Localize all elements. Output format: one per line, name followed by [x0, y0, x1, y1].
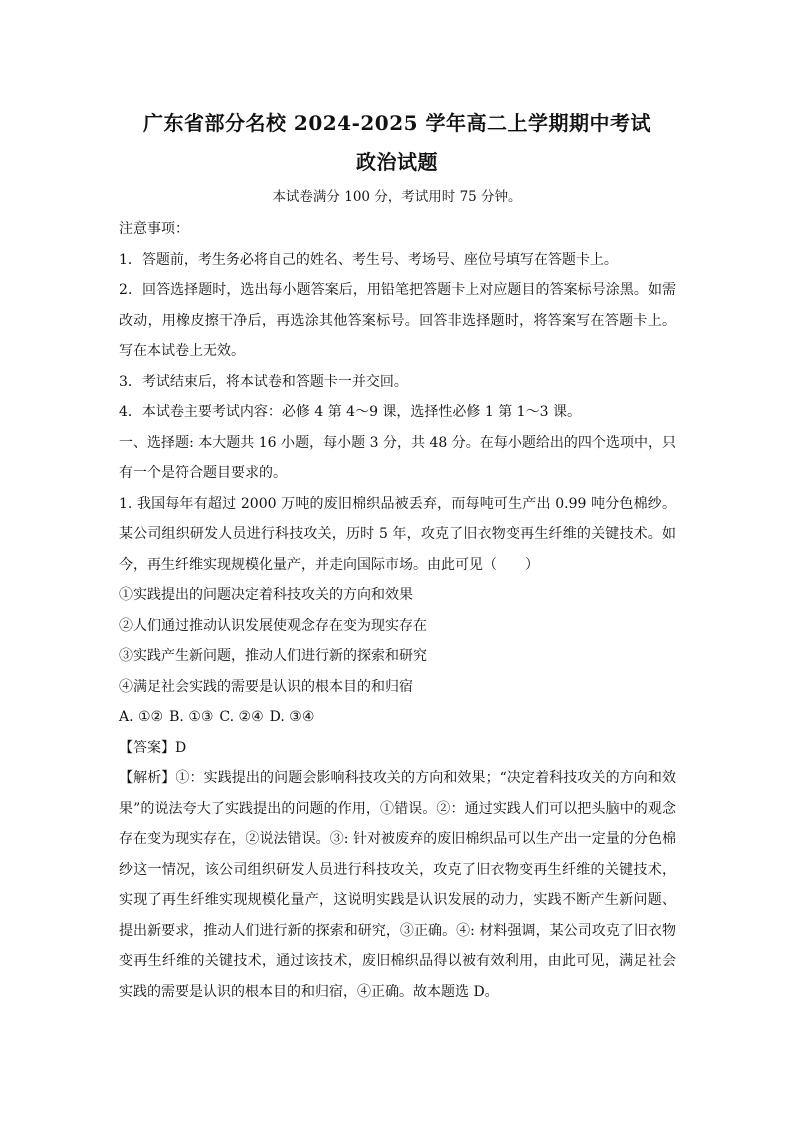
- section-heading: 一、选择题: 本大题共 16 小题，每小题 3 分，共 48 分。在每小题给出的四个选项中，只有一个是符合题目要求的。: [119, 434, 676, 481]
- subject-title: 政治试题: [356, 150, 438, 174]
- notice-item-3: 3．考试结束后，将本试卷和答题卡一并交回。: [119, 373, 408, 390]
- option-d: D. ③④: [269, 709, 315, 725]
- option-a: A. ①②: [119, 709, 164, 725]
- statement-4: ④满足社会实践的需要是认识的根本目的和归宿: [119, 678, 413, 695]
- statement-3: ③实践产生新问题，推动人们进行新的探索和研究: [119, 648, 427, 664]
- option-c: C. ②④: [219, 709, 264, 725]
- document-title: 广东省部分名校 2024-2025 学年高二上学期期中考试: [142, 111, 652, 135]
- answer: 【答案】D: [119, 739, 187, 756]
- analysis: 【解析】①：实践提出的问题会影响科技攻关的方向和效果；“决定着科技攻关的方向和效果”的说法夸大了实践提出的问题的作用，①错误。②：通过实践人们可以把头脑中的观念存在变为现实存在，②说法错误。③: 针对被废弃的废旧棉织品可以生产出一定量的分色棉纱这一情况，该公司组织研发人员进行科技攻关，攻克了旧衣物变再生纤维的关键技术，实现了再生纤维实现规模化量产，这说明实践是认识发展的动力，实践不断产生新问题、提出新要求，推动人们进行新的探索和研究，③正确。④: 材料强调，某公司攻克了旧衣物变再生纤维的关键技术，通过该技术，废旧棉织品得以被有效利用，由此可见，满足社会实践的需要是认识的根本目的和归宿，④正确。故本题选 D。: [119, 770, 676, 1000]
- option-b: B. ①③: [169, 709, 214, 725]
- notice-item-1: 1．答题前，考生务必将自己的姓名、考生号、考场号、座位号填写在答题卡上。: [119, 251, 618, 268]
- notice-item-4: 4．本试卷主要考试内容：必修 4 第 4～9 课，选择性必修 1 第 1～3 课。: [119, 404, 581, 420]
- statement-2: ②人们通过推动认识发展使观念存在变为现实存在: [119, 617, 427, 634]
- document-body: [119, 214, 676, 1007]
- notice-heading: 注意事项：: [119, 221, 189, 237]
- question-stem: 1. 我国每年有超过 2000 万吨的废旧棉织品被丢弃，而每吨可生产出 0.99 吨分色棉纱。某公司组织研发人员进行科技攻关，历时 5 年，攻克了旧衣物变再生纤维的关键技术。如今，再生纤维实现规模化量产，并走向国际市场。由此可见（ ）: [119, 495, 676, 573]
- exam-info: 本试卷满分 100 分，考试用时 75 分钟。: [272, 189, 522, 205]
- notice-item-2: 2．回答选择题时，选出每小题答案后，用铅笔把答题卡上对应题目的答案标号涂黑。如需改动，用橡皮擦干净后，再选涂其他答案标号。回答非选择题时，将答案写在答题卡上。写在本试卷上无效。: [119, 282, 676, 359]
- answer-options: [119, 702, 676, 733]
- statement-1: ①实践提出的问题决定着科技攻关的方向和效果: [119, 587, 413, 603]
